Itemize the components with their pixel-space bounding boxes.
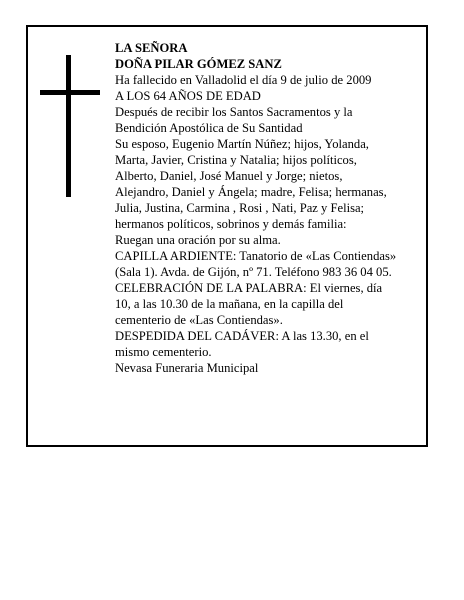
obituary-notice — [26, 25, 428, 447]
death-date-line: Ha fallecido en Valladolid el día 9 de julio de 2009 — [115, 73, 372, 87]
family-line-6: hermanos políticos, sobrinos y demás familia: — [115, 217, 347, 231]
celebration-line-3: cementerio de «Las Contiendas». — [115, 313, 283, 327]
age-line: A LOS 64 AÑOS DE EDAD — [115, 89, 261, 103]
sacraments-line-1: Después de recibir los Santos Sacramentos y la — [115, 105, 353, 119]
cross-horizontal-bar — [40, 90, 100, 95]
chapel-line-2: (Sala 1). Avda. de Gijón, nº 71. Teléfono 983 36 04 05. — [115, 265, 392, 279]
celebration-line-1: CELEBRACIÓN DE LA PALABRA: El viernes, día — [115, 281, 383, 295]
notice-heading-title: LA SEÑORA — [115, 41, 188, 55]
deceased-name: DOÑA PILAR GÓMEZ SANZ — [115, 57, 282, 71]
funeral-home-name: Nevasa Funeraria Municipal — [115, 361, 259, 375]
celebration-line-2: 10, a las 10.30 de la mañana, en la capilla del — [115, 297, 344, 311]
notice-text — [115, 40, 425, 376]
family-line-2: Marta, Javier, Cristina y Natalia; hijos políticos, — [115, 153, 357, 167]
family-line-5: Julia, Justina, Carmina , Rosi , Nati, Paz y Felisa; — [115, 201, 365, 215]
family-line-1: Su esposo, Eugenio Martín Núñez; hijos, Yolanda, — [115, 137, 369, 151]
farewell-line-1: DESPEDIDA DEL CADÁVER: A las 13.30, en el — [115, 329, 369, 343]
farewell-line-2: mismo cementerio. — [115, 345, 212, 359]
sacraments-line-2: Bendición Apostólica de Su Santidad — [115, 121, 303, 135]
chapel-line-1: CAPILLA ARDIENTE: Tanatorio de «Las Contiendas» — [115, 249, 397, 263]
family-line-4: Alejandro, Daniel y Ángela; madre, Felisa; hermanas, — [115, 185, 387, 199]
cross-vertical-bar — [66, 55, 71, 197]
prayer-line: Ruegan una oración por su alma. — [115, 233, 281, 247]
cross-icon — [40, 55, 100, 197]
family-line-3: Alberto, Daniel, José Manuel y Jorge; nietos, — [115, 169, 343, 183]
